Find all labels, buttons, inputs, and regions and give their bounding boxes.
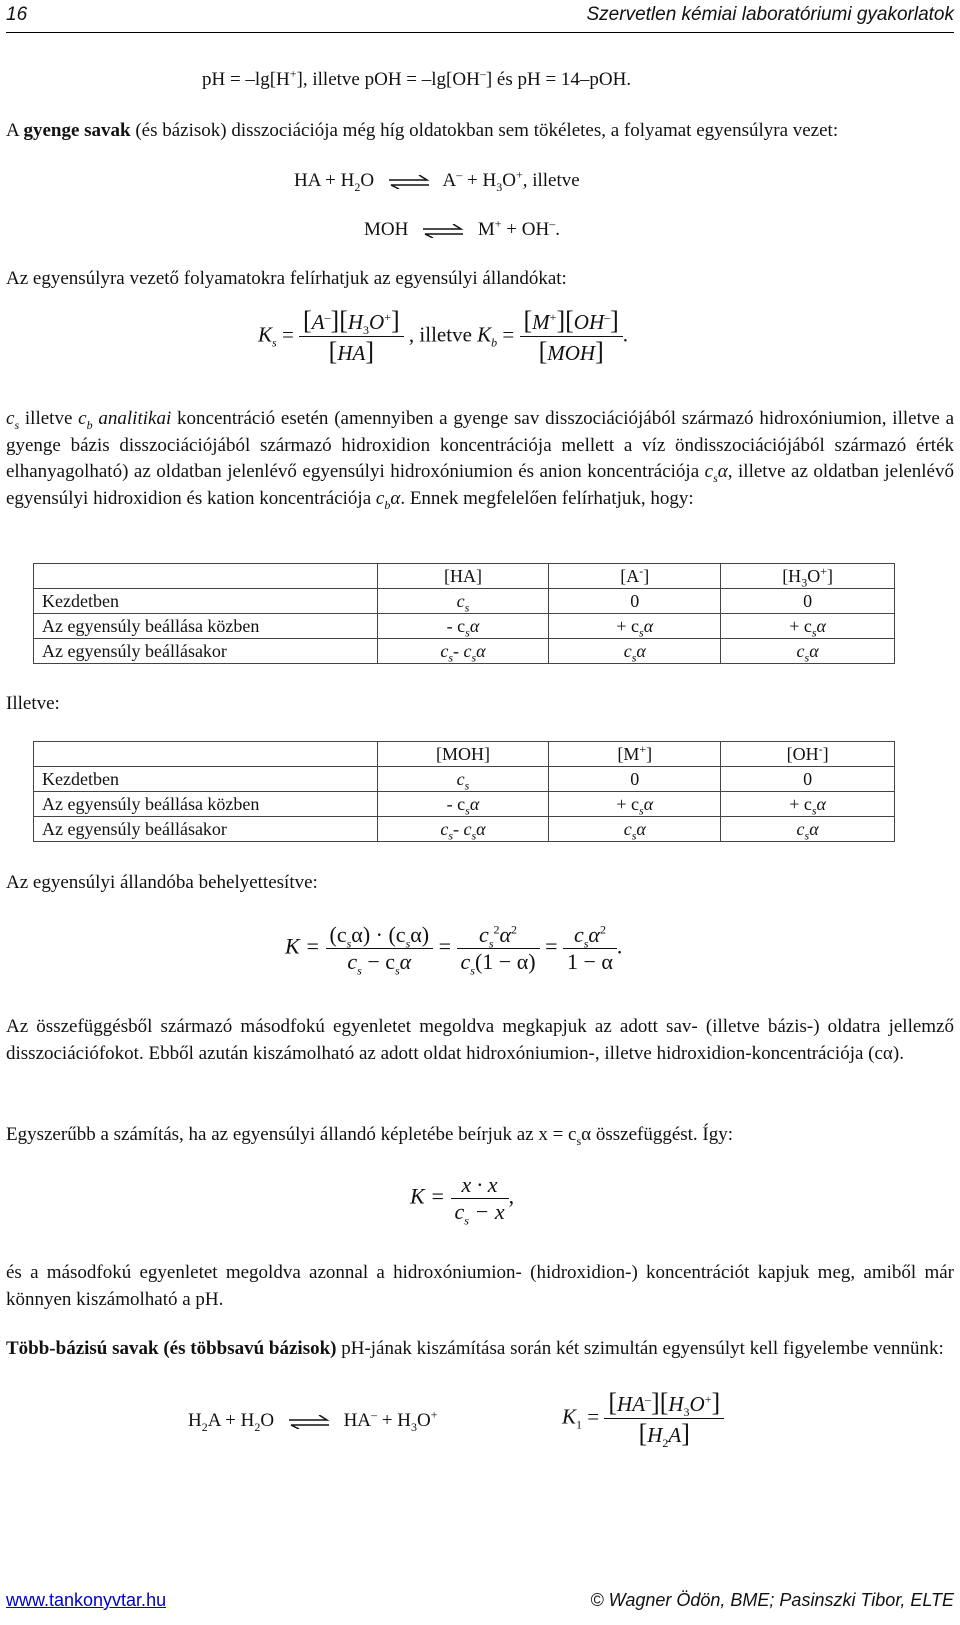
table-row: Az egyensúly beállásakor $c_s-$ $c_s\alpha$ $c_s\alpha$ $c_s\alpha$ xyxy=(34,639,895,664)
table-row: Kezdetben $c_s$ 0 0 xyxy=(34,589,895,614)
equilibrium-arrow-icon xyxy=(421,224,465,238)
concentration-paragraph: $c_s$ illetve $c_b$ analitikai koncentráció esetén (amennyiben a gyenge sav disszociációjából származó hidroxóniumion, illetve a gyenge bázis disszociációjából származó hidroxidion koncentrációja mellett a víz öndisszociációjából származó érték elhanyagolható) az oldatban jelenlévő egyensúlyi hidroxóniumion és anion koncentrációja $c_s\alpha$, illetve az oldatban jelenlévő egyensúlyi hidroxidion és kation koncentrációja $c_b\alpha$. Ennek megfelelően felírhatjuk, hogy: xyxy=(6,408,955,512)
substitution-intro: Az egyensúlyi állandóba behelyettesítve: xyxy=(6,872,318,893)
table-row: Az egyensúly beállásakor $c_s-$ $c_s\alpha$ $c_s\alpha$ $c_s\alpha$ xyxy=(34,817,895,842)
book-title: Szervetlen kémiai laboratóriumi gyakorlatok xyxy=(586,4,954,25)
moh-equilibrium: MOH M+ + OH–. xyxy=(364,216,560,240)
ph-definition: pH = –lg[H+], illetve pOH = –lg[OH–] és pH = 14–pOH. xyxy=(202,66,632,90)
acid-equilibrium-table xyxy=(33,563,895,664)
ha-equilibrium: HA + $H_2O$ $A^- + H_3O^+$, illetve xyxy=(294,167,580,194)
k-alpha-equation: K = $\frac{(c_s\alpha) \cdot (c_s\alpha)}{c_s - c_s\alpha}$ = $\frac{c_s^2\alpha^2}{c_s(1 - \alpha)}$ = $\frac{c_s\alpha^2}{1 - \alpha}$ . xyxy=(285,922,623,978)
k1-equation: $K_1$ = $\frac{[HA^-][H_3O^+]}{[H_2A]}$ xyxy=(562,1388,724,1449)
copyright: © Wagner Ödön, BME; Pasinszki Tibor, ELTE xyxy=(590,1590,954,1610)
weak-acids-paragraph: A gyenge savak (és bázisok) disszociációja még híg oldatokban sem tökéletes, a folyamat egyensúlyra vezet: xyxy=(6,120,839,141)
ks-fraction: $\frac{[A^-][H_3O^+]}{[HA]}$ xyxy=(299,306,404,367)
ks-kb-equation: $K_s$ = $\frac{[A^-][H_3O^+]}{[HA]}$ , illetve $K_b$ = $\frac{[M^+][OH^-]}{\text{[MOH]}}$ . xyxy=(258,306,629,366)
website-link[interactable]: www.tankonyvtar.hu xyxy=(6,1590,167,1610)
illetve-label: Illetve: xyxy=(6,693,60,714)
table-header-row: [HA] [A-] $[H_3O^+]$ xyxy=(34,564,895,589)
equilibrium-arrow-icon xyxy=(287,1415,331,1429)
simpler-calc-paragraph: Egyszerűbb a számítás, ha az egyensúlyi állandó képletébe beírjuk az $x = c_s\alpha$ összefüggést. Így: xyxy=(6,1124,734,1148)
equilibrium-arrow-icon xyxy=(387,175,431,189)
k-x-equation: K = $\frac{x \cdot x}{c_s - x}$ , xyxy=(410,1172,515,1228)
page-header xyxy=(6,2,954,33)
page-number: 16 xyxy=(6,4,28,25)
solution-paragraph: és a másodfokú egyenletet megoldva azonnal a hidroxóniumion- (hidroxidion-) koncentrációt kapjuk meg, amiből már könnyen kiszámolható a pH. xyxy=(6,1262,954,1310)
kb-fraction: $\frac{[M^+][OH^-]}{\text{[MOH]}}$ xyxy=(520,306,623,367)
polyprotic-paragraph: Több-bázisú savak (és többsavú bázisok) pH-jának kiszámítása során két szimultán egyensúlyt kell figyelembe vennünk: xyxy=(6,1338,944,1359)
table-row: Az egyensúly beállása közben - $c_s\alpha$ + $c_s\alpha$ + $c_s\alpha$ xyxy=(34,614,895,639)
base-equilibrium-table xyxy=(33,741,895,842)
quadratic-paragraph: Az összefüggésből származó másodfokú egyenletet megoldva megkapjuk az adott sav- (illetve bázis-) oldatra jellemző disszociációfokot. Ebből azután kiszámolható az adott oldat hidroxóniumion-, illetve hidroxidion-koncentrációja (cα). xyxy=(6,1016,954,1064)
table-row: Kezdetben $c_s$ 0 0 xyxy=(34,767,895,792)
equilibrium-constants-intro: Az egyensúlyra vezető folyamatokra felírhatjuk az egyensúlyi állandókat: xyxy=(6,268,567,289)
table-row: Az egyensúly beállása közben - $c_s\alpha$ + $c_s\alpha$ + $c_s\alpha$ xyxy=(34,792,895,817)
table-header-row: [MOH] [M+] [OH-] xyxy=(34,742,895,767)
h2a-equilibrium: $H_2A + H_2O$ $HA^- + H_3O^+$ xyxy=(188,1407,438,1434)
